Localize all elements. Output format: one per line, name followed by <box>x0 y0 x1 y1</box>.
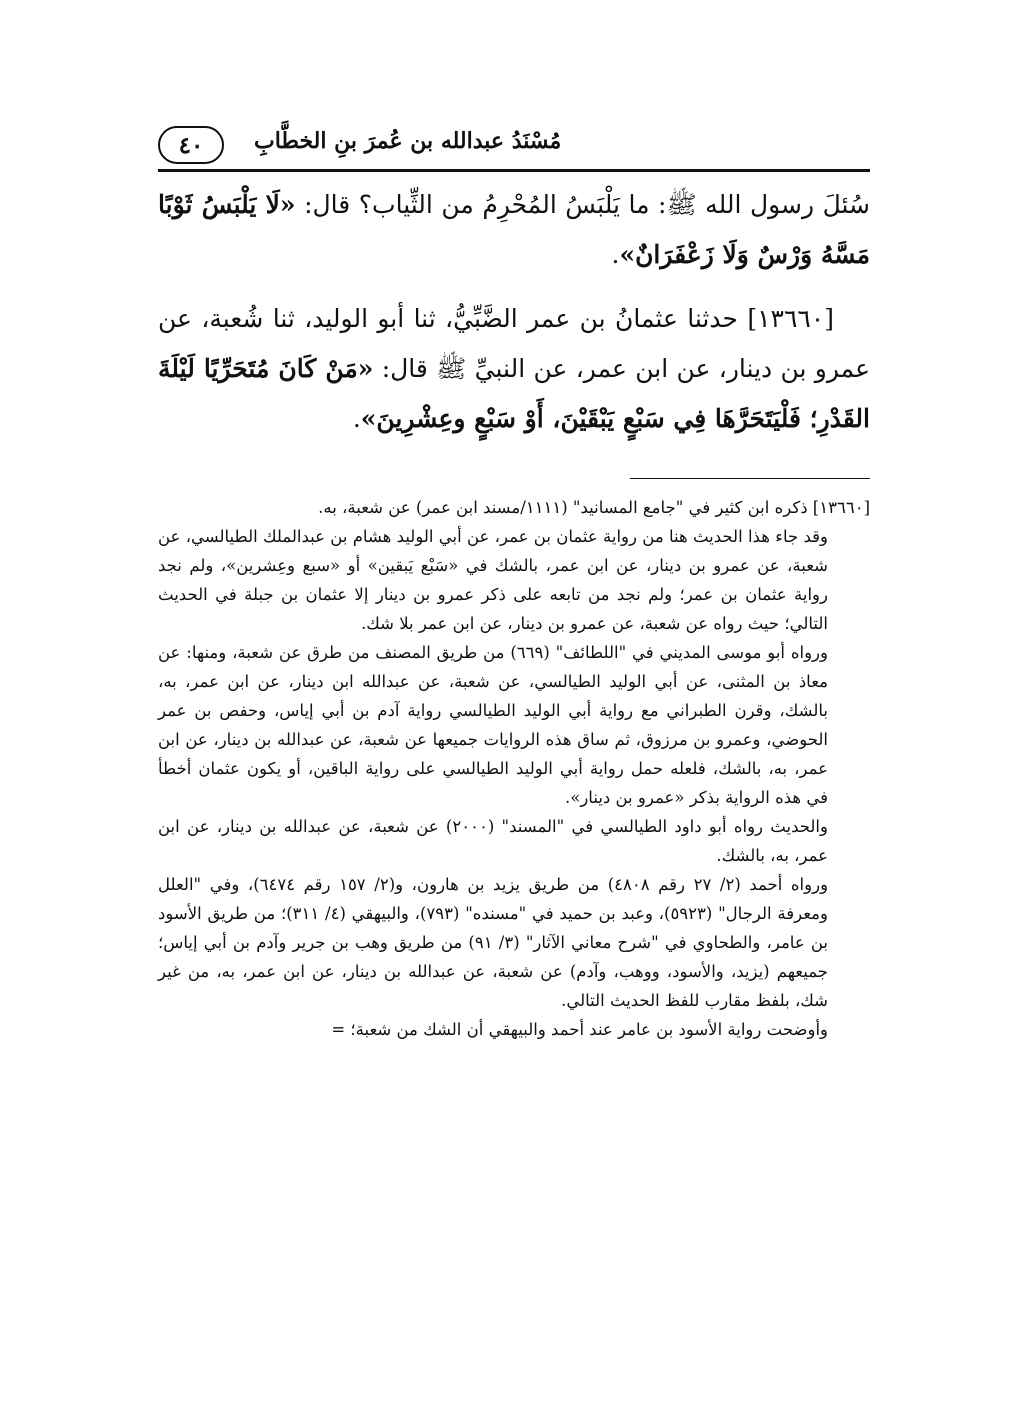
header-rule <box>158 169 870 172</box>
footnotes <box>158 493 870 1044</box>
hadith-quote: «لَا يَلْبَسُ ثَوْبًا مَسَّهُ وَرْسٌ وَلَا زَعْفَرَانٌ» <box>158 190 870 269</box>
sentence-end: . <box>611 240 620 269</box>
footnote-paragraph: [١٣٦٦٠] ذكره ابن كثير في "جامع المسانيد" (١١١١/مسند ابن عمر) عن شعبة، به. <box>318 498 870 517</box>
hadith-text-continued <box>158 180 870 280</box>
running-title: مُسْنَدُ عبدالله بن عُمرَ بنِ الخطَّابِ <box>254 128 562 154</box>
page-number: ٤٠ <box>158 126 224 164</box>
footnote-paragraph: ورواه أبو موسى المديني في "اللطائف" (٦٦٩) من طريق المصنف من طرق عن شعبة، ومنها: عن معاذ بن المثنى، عن أبي الوليد الطيالسي، عن شعبة، عن عبدالله ابن دينار، عن ابن عمر، به، بالشك، وقرن الطبراني مع رواية أبي الوليد الطيالسي رواية آدم بن أبي إياس، وحفص بن عمر الحوضي، وعمرو بن مرزوق، ثم ساق هذه الروايات جميعها عن شعبة، عن عبدالله بن دينار، عن ابن عمر، به، بالشك، فلعله حمل رواية أبي الوليد الطيالسي على رواية الباقين، أو يكون عثمان أخطأ في هذه الرواية بذكر «عمرو بن دينار». <box>158 643 828 807</box>
hadith-isnad: حدثنا عثمانُ بن عمر الضَّبِّيُّ، ثنا أبو الوليد، ثنا شُعبة، عن عمرو بن دينار، عن ابن عمر، عن النبيِّ ﷺ قال: <box>158 304 870 383</box>
sentence-end: . <box>352 404 361 433</box>
page-header <box>158 118 870 172</box>
hadith-number: [١٣٦٦٠] <box>747 304 834 333</box>
hadith-intro: سُئلَ رسول الله ﷺ: ما يَلْبَسُ المُحْرِمُ من الثِّياب؟ قال: <box>295 190 870 219</box>
footnote-paragraph: ورواه أحمد (٢/ ٢٧ رقم ٤٨٠٨) من طريق يزيد بن هارون، و(٢/ ١٥٧ رقم ٦٤٧٤)، وفي "العلل ومعرفة الرجال" (٥٩٢٣)، وعبد بن حميد في "مسنده" (٧٩٣)، والبيهقي (٤/ ٣١١)؛ من طريق الأسود بن عامر، والطحاوي في "شرح معاني الآثار" (٣/ ٩١) من طريق وهب بن جرير وآدم بن أبي إياس؛ جميعهم (يزيد، والأسود، ووهب، وآدم) عن شعبة، عن عبدالله بن دينار، عن ابن عمر، به، من غير شك، بلفظ مقارب للفظ الحديث التالي. <box>158 875 829 1010</box>
footnote-paragraph: وأوضحت رواية الأسود بن عامر عند أحمد والبيهقي أن الشك من شعبة؛ = <box>331 1020 828 1039</box>
main-text <box>158 180 870 444</box>
book-page <box>158 118 870 1044</box>
footnote-paragraph: والحديث رواه أبو داود الطيالسي في "المسند" (٢٠٠٠) عن شعبة، عن عبدالله بن دينار، عن ابن عمر، به، بالشك. <box>158 817 828 865</box>
footnote-separator <box>630 478 870 479</box>
footnote-paragraph: وقد جاء هذا الحديث هنا من رواية عثمان بن عمر، عن أبي الوليد هشام بن عبدالملك الطيالسي، عن شعبة، عن عمرو بن دينار، عن ابن عمر، بالشك في «سَبْع يَبقين» أو «سبع وعِشرين»، ولم نجد رواية عثمان بن عمر؛ ولم نجد من تابعه على ذكر عمرو بن دينار إلا عثمان بن جبلة في الحديث التالي؛ حيث رواه عن شعبة، عن عمرو بن دينار، عن ابن عمر بلا شك. <box>158 527 828 633</box>
hadith-13660 <box>158 294 870 444</box>
hadith-quote: «مَنْ كَانَ مُتَحَرِّيًا لَيْلَةَ القَدْرِ؛ فَلْيَتَحَرَّهَا فِي سَبْعٍ يَبْقَيْنَ، أَوْ سَبْعٍ وعِشْرِينَ» <box>158 354 870 433</box>
